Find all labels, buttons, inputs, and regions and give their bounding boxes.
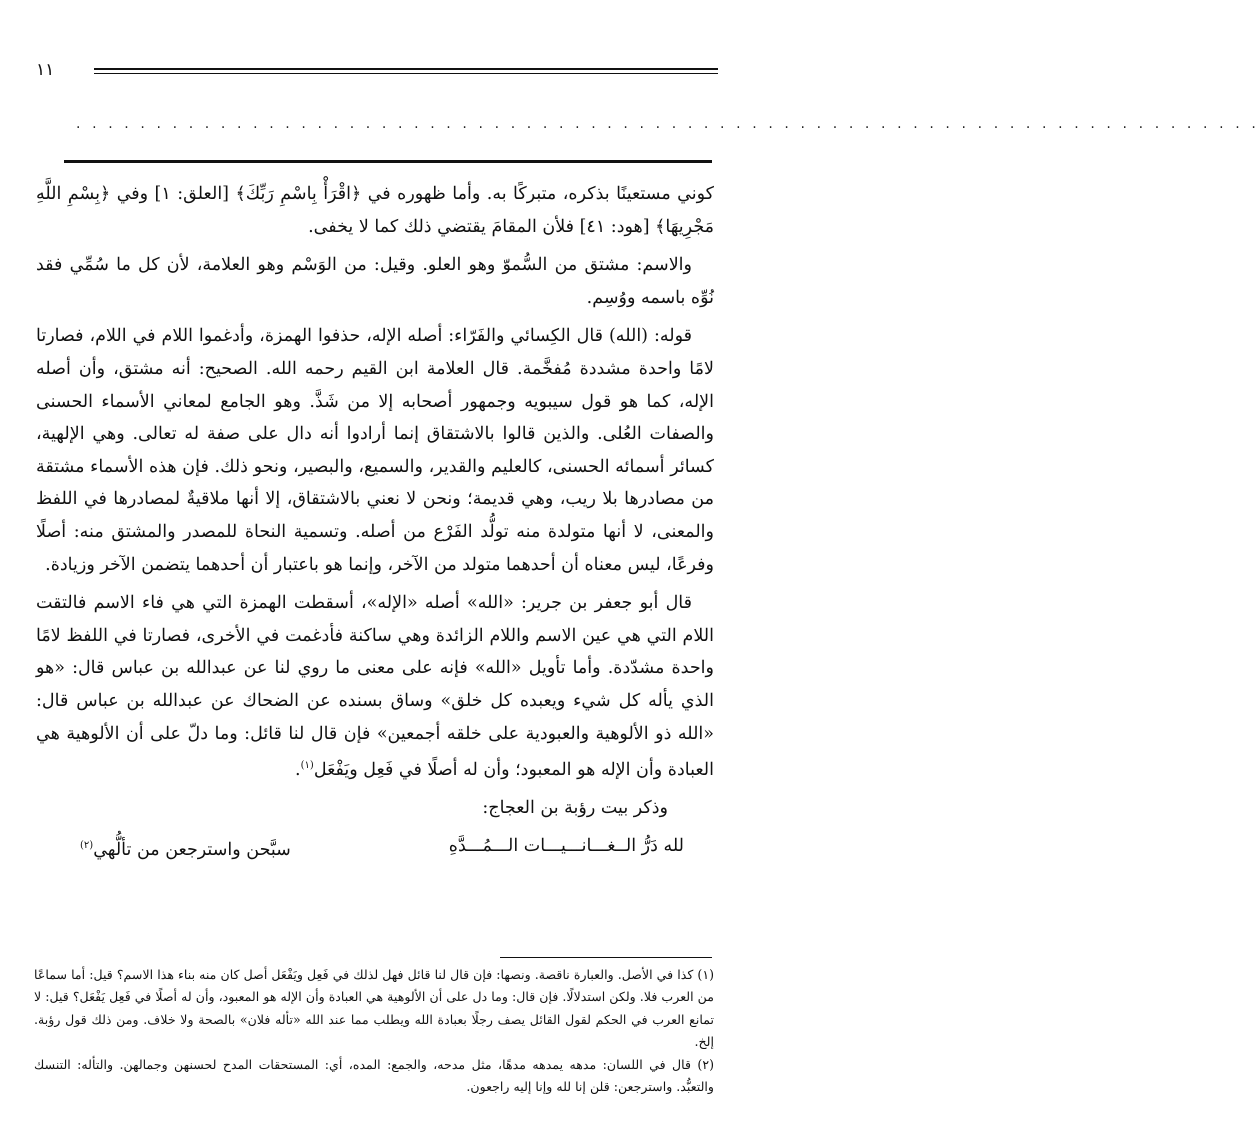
verse-hemistich-second: سبَّحن واسترجعن من تألُّهي$^{(٢)}$ [80,839,291,860]
header-rule-thin [94,73,718,74]
dotted-separator: . . . . . . . . . . . . . . . . . . . . . . . . . . . . . . . . . . . . . . . . . . . . . . . . . . . . . . . . . . . . . . . . . . . . . . . . . . [76,116,1259,132]
verse-intro: وذكر بيت رؤبة بن العجاج: [482,797,668,818]
footnote-ref-2[interactable]: (٢) [80,839,94,851]
footnote-rule [500,957,712,958]
footnote-ref-1[interactable]: (١) [300,760,314,772]
section-rule [64,160,712,163]
verse-hemistich-first: لله دَرُّ الــغـــانـــيـــات الـــمُـــدَّهِ [448,835,684,856]
header-rule [94,68,718,70]
paragraph: كوني مستعينًا بذكره، متبركًا به. وأما ظهوره في ﴿اقْرَأْ بِاسْمِ رَبِّكَ﴾ [العلق: ١] وفي ﴿بِسْمِ اللَّهِ مَجْرِيهَا﴾ [هود: ٤١] فلأن المقامَ يقتضي ذلك كما لا يخفى. [36,184,714,237]
paragraph-text: قال أبو جعفر بن جرير: «الله» أصله «الإله»، أسقطت الهمزة التي هي فاء الاسم فالتقت اللام التي هي عين الاسم واللام الزائدة وهي ساكنة فأدغمت في الأخرى، فصارتا في اللفظ لامًا واحدة مشدّدة. وأما تأويل «الله» فإنه على معنى ما روي لنا عن عبدالله بن عباس قال: «هو الذي يأله كل شيء ويعبده كل خلق» وساق بسنده عن الضحاك عن عبدالله بن عباس قال: «الله ذو الألوهية والعبودية على خلقه أجمعين» فإن قال لنا قائل: وما دلّ على أن الألوهية هي العبادة وأن الإله هو المعبود؛ وأن له أصلًا في فَعِل ويَفْعَل [36,593,714,780]
footnotes [34,964,714,1098]
paragraph: والاسم: مشتق من السُّموّ وهو العلو. وقيل: من الوَسْم وهو العلامة، لأن كل ما سُمِّي فقد نُوِّه باسمه ووُسِم. [36,255,714,308]
footnote-2: (٢) قال في اللسان: مدهه يمدهه مدهًا، مثل مدحه، والجمع: المده، أي: المستحقات المدح لحسنهن وجمالهن. والتأله: التنسك والتعبُّد. واسترجعن: قلن إنا لله وإنا إليه راجعون. [34,1056,714,1095]
footnote-1: (١) كذا في الأصل. والعبارة ناقصة. ونصها: فإن قال لنا قائل فهل لذلك في فَعِل ويَفْعَل أصل كان منه بناء هذا الاسم؟ قيل: أما سماعًا من العرب فلا. ولكن استدلالًا. فإن قال: وما دل على أن الألوهية هي العبادة وأن الإله هو المعبود، وأن له أصلًا في فَعِل يَفْعَل؟ قيل: لا تمانع العرب في الحكم لقول القائل يصف رجلًا بعبادة الله ويطلب مما عند الله «تأله فلان» بالصحة ولا خلاف. ومن ذلك قول رؤبة. إلخ. [34,967,714,1050]
paragraph: قال أبو جعفر بن جرير: «الله» أصله «الإله»، أسقطت الهمزة التي هي فاء الاسم فالتقت اللام التي هي عين الاسم واللام الزائدة وهي ساكنة فأدغمت في الأخرى، فصارتا في اللفظ لامًا واحدة مشدّدة. وأما تأويل «الله» فإنه على معنى ما روي لنا عن عبدالله بن عباس قال: «هو الذي يأله كل شيء ويعبده كل خلق» وساق بسنده عن الضحاك عن عبدالله بن عباس قال: «الله ذو الألوهية والعبودية على خلقه أجمعين» فإن قال لنا قائل: وما دلّ على أن الألوهية هي العبادة وأن الإله هو المعبود؛ وأن له أصلًا في فَعِل ويَفْعَل$^{(١)}$. [36,593,714,780]
poetry-verse [36,829,714,867]
page-number: ١١ [36,60,55,80]
paragraph: قوله: (الله) قال الكِسائي والفَرّاء: أصله الإله، حذفوا الهمزة، وأدغموا اللام في اللام، فصارتا لامًا واحدة مشددة مُفخَّمة. قال العلامة ابن القيم رحمه الله. الصحيح: أنه مشتق، وأن أصله الإله، كما هو قول سيبويه وجمهور أصحابه إلا من شَذَّ. وهو الجامع لمعاني الأسماء الحسنى والصفات العُلى. والذين قالوا بالاشتقاق إنما أرادوا أنه دال على صفة له تعالى. وهي الإلهية، كسائر أسمائه الحسنى، كالعليم والقدير، والسميع، والبصير، ونحو ذلك. فإن هذه الأسماء مشتقة من مصادرها بلا ريب، وهي قديمة؛ ونحن لا نعني بالاشتقاق، إلا أنها ملاقيةٌ لمصادرها في اللفظ والمعنى، لا أنها متولدة منه تولُّد الفَرْع من أصله. وتسمية النحاة للمصدر والمشتق منه: أصلًا وفرعًا، ليس معناه أن أحدهما متولد من الآخر، وإنما هو باعتبار أن أحدهما يتضمن الآخر وزيادة. [36,326,714,575]
page-header [28,60,718,80]
main-text [36,178,714,866]
